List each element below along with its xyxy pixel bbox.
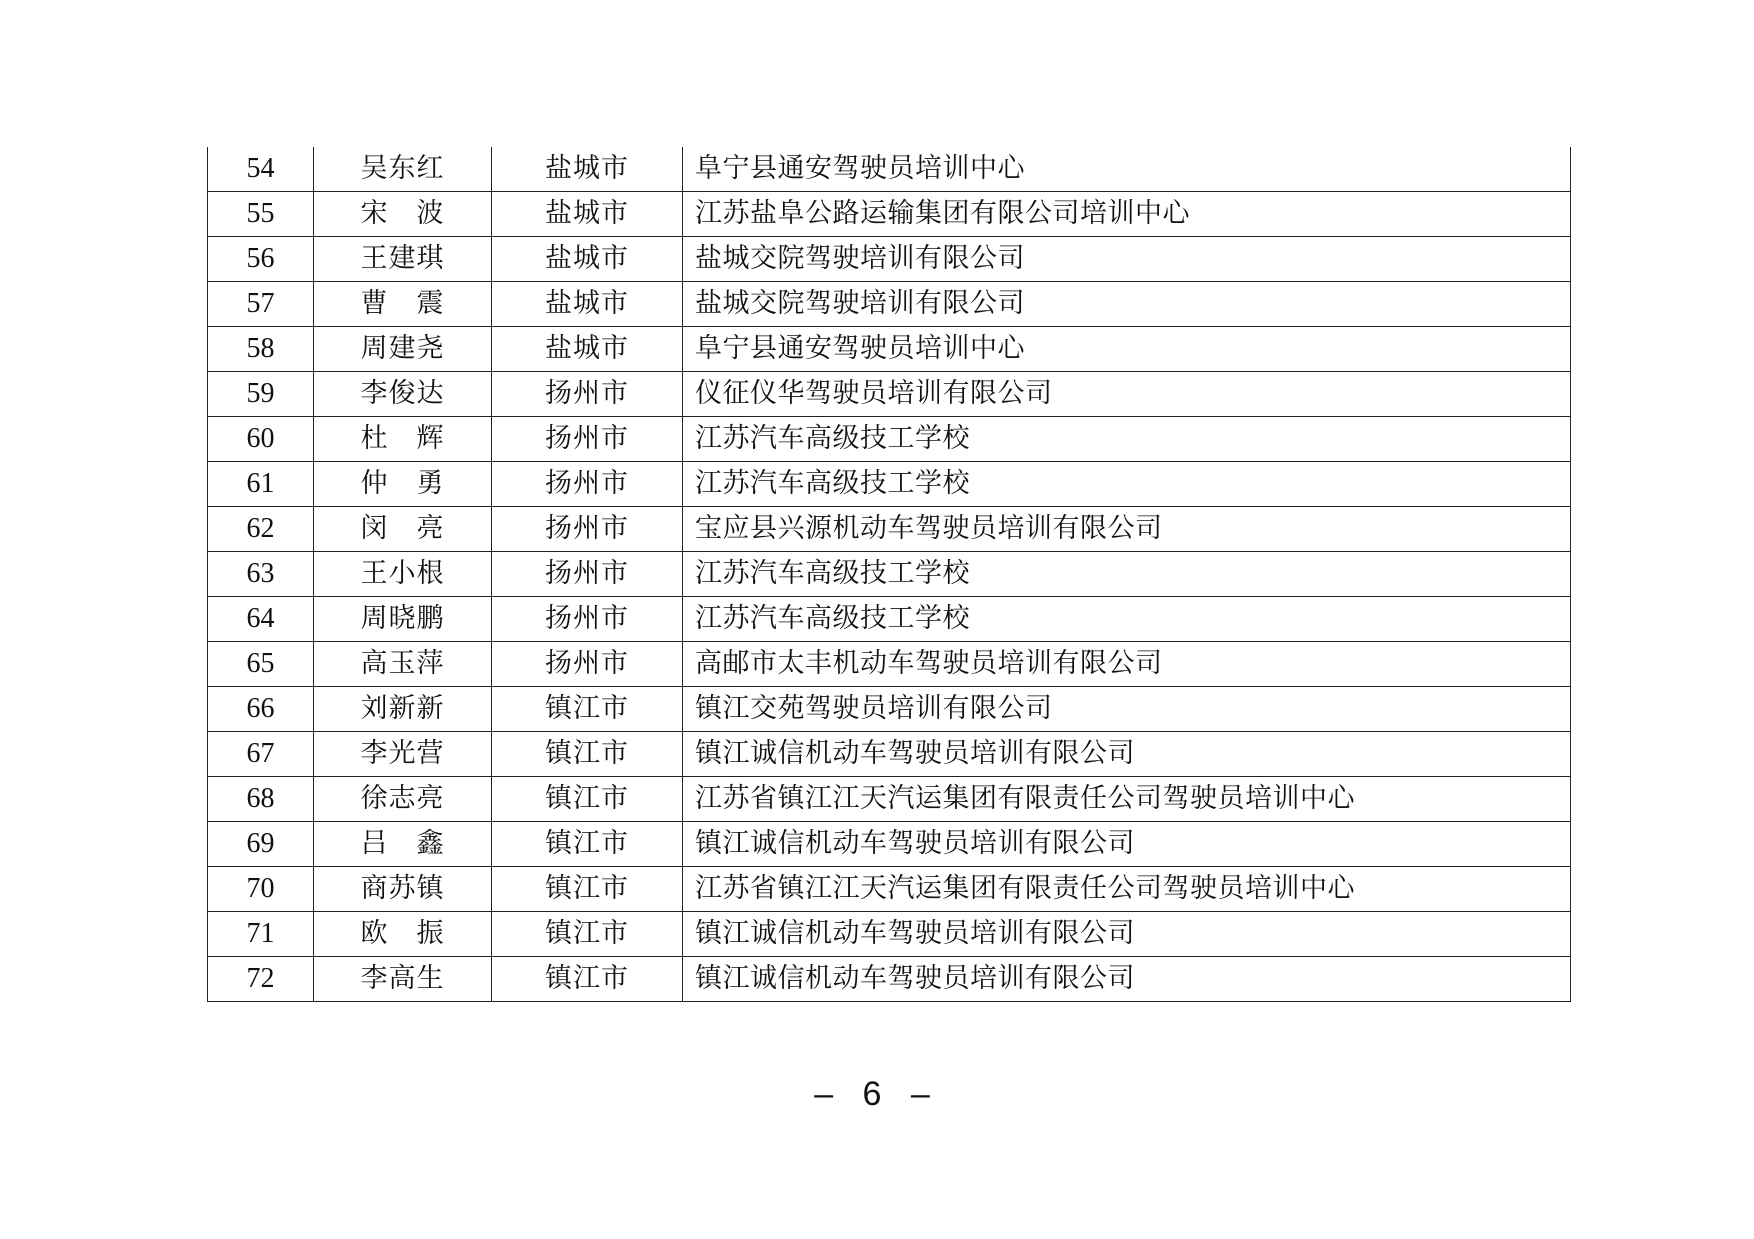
organization-cell: 阜宁县通安驾驶员培训中心 (683, 327, 1571, 372)
organization-cell: 江苏汽车高级技工学校 (683, 462, 1571, 507)
row-number-cell: 64 (208, 597, 314, 642)
row-number-cell: 57 (208, 282, 314, 327)
row-number-cell: 72 (208, 957, 314, 1002)
city-cell: 扬州市 (492, 372, 683, 417)
organization-cell: 江苏省镇江江天汽运集团有限责任公司驾驶员培训中心 (683, 777, 1571, 822)
name-cell: 仲 勇 (314, 462, 492, 507)
table-row (208, 327, 1571, 372)
city-cell: 镇江市 (492, 822, 683, 867)
table-row (208, 552, 1571, 597)
name-cell: 李光营 (314, 732, 492, 777)
row-number-cell: 66 (208, 687, 314, 732)
table-row (208, 642, 1571, 687)
organization-cell: 镇江诚信机动车驾驶员培训有限公司 (683, 912, 1571, 957)
row-number-cell: 55 (208, 192, 314, 237)
name-cell: 李高生 (314, 957, 492, 1002)
table-row (208, 417, 1571, 462)
name-cell: 吕 鑫 (314, 822, 492, 867)
organization-cell: 江苏省镇江江天汽运集团有限责任公司驾驶员培训中心 (683, 867, 1571, 912)
city-cell: 盐城市 (492, 327, 683, 372)
table-row (208, 237, 1571, 282)
name-cell: 周建尧 (314, 327, 492, 372)
city-cell: 镇江市 (492, 867, 683, 912)
name-cell: 刘新新 (314, 687, 492, 732)
table-row (208, 912, 1571, 957)
row-number-cell: 54 (208, 147, 314, 192)
city-cell: 盐城市 (492, 237, 683, 282)
row-number-cell: 65 (208, 642, 314, 687)
city-cell: 扬州市 (492, 642, 683, 687)
table-row (208, 147, 1571, 192)
organization-cell: 仪征仪华驾驶员培训有限公司 (683, 372, 1571, 417)
name-cell: 王小根 (314, 552, 492, 597)
name-cell: 王建琪 (314, 237, 492, 282)
organization-cell: 江苏汽车高级技工学校 (683, 552, 1571, 597)
name-cell: 宋 波 (314, 192, 492, 237)
row-number-cell: 69 (208, 822, 314, 867)
name-cell: 李俊达 (314, 372, 492, 417)
row-number-cell: 70 (208, 867, 314, 912)
organization-cell: 镇江交苑驾驶员培训有限公司 (683, 687, 1571, 732)
organization-cell: 盐城交院驾驶培训有限公司 (683, 282, 1571, 327)
table-row (208, 822, 1571, 867)
name-cell: 欧 振 (314, 912, 492, 957)
row-number-cell: 62 (208, 507, 314, 552)
row-number-cell: 67 (208, 732, 314, 777)
city-cell: 镇江市 (492, 957, 683, 1002)
table-row (208, 777, 1571, 822)
organization-cell: 镇江诚信机动车驾驶员培训有限公司 (683, 822, 1571, 867)
table-row (208, 687, 1571, 732)
city-cell: 盐城市 (492, 282, 683, 327)
organization-cell: 阜宁县通安驾驶员培训中心 (683, 147, 1571, 192)
table-row (208, 372, 1571, 417)
city-cell: 扬州市 (492, 462, 683, 507)
organization-cell: 镇江诚信机动车驾驶员培训有限公司 (683, 732, 1571, 777)
page-number: – 6 – (814, 1075, 940, 1113)
organization-cell: 镇江诚信机动车驾驶员培训有限公司 (683, 957, 1571, 1002)
name-cell: 商苏镇 (314, 867, 492, 912)
row-number-cell: 59 (208, 372, 314, 417)
name-cell: 徐志亮 (314, 777, 492, 822)
row-number-cell: 60 (208, 417, 314, 462)
organization-cell: 高邮市太丰机动车驾驶员培训有限公司 (683, 642, 1571, 687)
name-cell: 曹 震 (314, 282, 492, 327)
city-cell: 扬州市 (492, 597, 683, 642)
roster-table-body (208, 147, 1571, 1002)
name-cell: 杜 辉 (314, 417, 492, 462)
table-row (208, 867, 1571, 912)
organization-cell: 江苏汽车高级技工学校 (683, 417, 1571, 462)
roster-table (207, 147, 1571, 1002)
city-cell: 镇江市 (492, 687, 683, 732)
row-number-cell: 56 (208, 237, 314, 282)
roster-table-container (207, 147, 1571, 1002)
table-row (208, 192, 1571, 237)
row-number-cell: 63 (208, 552, 314, 597)
city-cell: 盐城市 (492, 192, 683, 237)
city-cell: 镇江市 (492, 732, 683, 777)
name-cell: 高玉萍 (314, 642, 492, 687)
row-number-cell: 71 (208, 912, 314, 957)
table-row (208, 732, 1571, 777)
row-number-cell: 61 (208, 462, 314, 507)
row-number-cell: 58 (208, 327, 314, 372)
organization-cell: 盐城交院驾驶培训有限公司 (683, 237, 1571, 282)
city-cell: 盐城市 (492, 147, 683, 192)
table-row (208, 507, 1571, 552)
organization-cell: 江苏汽车高级技工学校 (683, 597, 1571, 642)
organization-cell: 江苏盐阜公路运输集团有限公司培训中心 (683, 192, 1571, 237)
name-cell: 闵 亮 (314, 507, 492, 552)
city-cell: 镇江市 (492, 912, 683, 957)
table-row (208, 597, 1571, 642)
organization-cell: 宝应县兴源机动车驾驶员培训有限公司 (683, 507, 1571, 552)
table-row (208, 282, 1571, 327)
city-cell: 镇江市 (492, 777, 683, 822)
name-cell: 吴东红 (314, 147, 492, 192)
city-cell: 扬州市 (492, 507, 683, 552)
table-row (208, 462, 1571, 507)
city-cell: 扬州市 (492, 552, 683, 597)
city-cell: 扬州市 (492, 417, 683, 462)
row-number-cell: 68 (208, 777, 314, 822)
table-row (208, 957, 1571, 1002)
name-cell: 周晓鹏 (314, 597, 492, 642)
